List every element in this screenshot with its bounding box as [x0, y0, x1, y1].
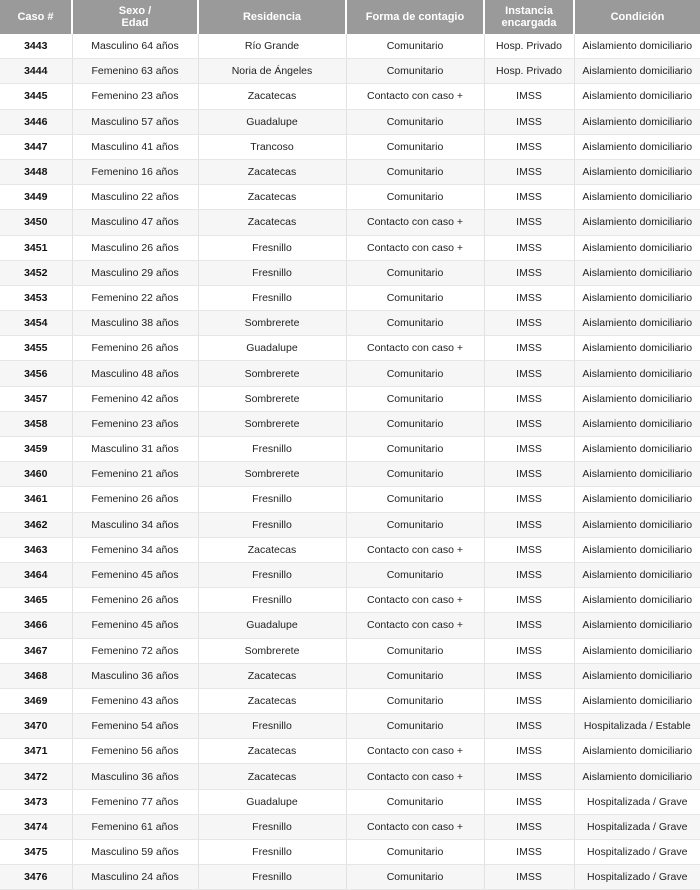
- cell-instancia: IMSS: [484, 210, 574, 235]
- table-row: [0, 109, 700, 134]
- cell-condicion: Hospitalizada / Grave: [574, 814, 700, 839]
- cell-forma-contagio: Comunitario: [346, 487, 484, 512]
- cell-instancia: IMSS: [484, 512, 574, 537]
- cell-residencia: Fresnillo: [198, 260, 346, 285]
- cell-condicion: Aislamiento domiciliario: [574, 512, 700, 537]
- cell-residencia: Zacatecas: [198, 764, 346, 789]
- cell-forma-contagio: Comunitario: [346, 512, 484, 537]
- table-row: [0, 714, 700, 739]
- cell-sexo-edad: Masculino 57 años: [72, 109, 198, 134]
- cell-residencia: Sombrerete: [198, 311, 346, 336]
- table-row: [0, 285, 700, 310]
- table-row: [0, 840, 700, 865]
- cell-condicion: Hospitalizado / Grave: [574, 865, 700, 890]
- cell-caso: 3456: [0, 361, 72, 386]
- cell-residencia: Fresnillo: [198, 285, 346, 310]
- cell-residencia: Sombrerete: [198, 638, 346, 663]
- cell-sexo-edad: Masculino 34 años: [72, 512, 198, 537]
- cell-caso: 3449: [0, 185, 72, 210]
- cell-residencia: Fresnillo: [198, 512, 346, 537]
- cell-instancia: IMSS: [484, 789, 574, 814]
- cell-condicion: Aislamiento domiciliario: [574, 462, 700, 487]
- table-row: [0, 588, 700, 613]
- cell-condicion: Hospitalizada / Grave: [574, 789, 700, 814]
- cell-forma-contagio: Contacto con caso +: [346, 537, 484, 562]
- cell-instancia: IMSS: [484, 537, 574, 562]
- header-edad-line: Edad: [121, 17, 149, 29]
- cell-condicion: Aislamiento domiciliario: [574, 159, 700, 184]
- cell-caso: 3447: [0, 134, 72, 159]
- cell-forma-contagio: Comunitario: [346, 109, 484, 134]
- table-row: [0, 411, 700, 436]
- cell-instancia: IMSS: [484, 437, 574, 462]
- table-row: [0, 865, 700, 890]
- cell-instancia: IMSS: [484, 638, 574, 663]
- cell-instancia: IMSS: [484, 109, 574, 134]
- table-row: [0, 814, 700, 839]
- cell-caso: 3452: [0, 260, 72, 285]
- cell-caso: 3451: [0, 235, 72, 260]
- cell-caso: 3464: [0, 562, 72, 587]
- cell-caso: 3466: [0, 613, 72, 638]
- cell-instancia: IMSS: [484, 260, 574, 285]
- cell-forma-contagio: Comunitario: [346, 562, 484, 587]
- cell-caso: 3476: [0, 865, 72, 890]
- cell-residencia: Noria de Ángeles: [198, 59, 346, 84]
- cell-residencia: Zacatecas: [198, 537, 346, 562]
- header-instancia-line: Instancia: [505, 5, 553, 17]
- cell-residencia: Fresnillo: [198, 588, 346, 613]
- header-row: [0, 0, 700, 34]
- header-condicion: Condición: [574, 0, 700, 34]
- cell-condicion: Aislamiento domiciliario: [574, 311, 700, 336]
- table-header: [0, 0, 700, 34]
- cell-instancia: Hosp. Privado: [484, 59, 574, 84]
- cell-condicion: Aislamiento domiciliario: [574, 411, 700, 436]
- cell-condicion: Aislamiento domiciliario: [574, 285, 700, 310]
- cell-residencia: Sombrerete: [198, 386, 346, 411]
- table-row: [0, 134, 700, 159]
- cell-instancia: IMSS: [484, 588, 574, 613]
- cell-instancia: IMSS: [484, 185, 574, 210]
- cell-caso: 3475: [0, 840, 72, 865]
- cell-residencia: Río Grande: [198, 34, 346, 59]
- cell-forma-contagio: Comunitario: [346, 311, 484, 336]
- cell-instancia: IMSS: [484, 688, 574, 713]
- cell-instancia: IMSS: [484, 613, 574, 638]
- cell-instancia: IMSS: [484, 386, 574, 411]
- cell-condicion: Aislamiento domiciliario: [574, 84, 700, 109]
- cell-forma-contagio: Comunitario: [346, 260, 484, 285]
- cell-residencia: Sombrerete: [198, 462, 346, 487]
- cell-residencia: Guadalupe: [198, 613, 346, 638]
- cell-caso: 3457: [0, 386, 72, 411]
- cell-caso: 3460: [0, 462, 72, 487]
- cell-sexo-edad: Femenino 77 años: [72, 789, 198, 814]
- cell-sexo-edad: Femenino 61 años: [72, 814, 198, 839]
- cell-residencia: Sombrerete: [198, 411, 346, 436]
- cell-condicion: Aislamiento domiciliario: [574, 613, 700, 638]
- table-row: [0, 537, 700, 562]
- cell-caso: 3446: [0, 109, 72, 134]
- cell-sexo-edad: Femenino 26 años: [72, 588, 198, 613]
- cell-forma-contagio: Comunitario: [346, 638, 484, 663]
- cell-residencia: Fresnillo: [198, 562, 346, 587]
- cell-condicion: Aislamiento domiciliario: [574, 588, 700, 613]
- cell-residencia: Fresnillo: [198, 235, 346, 260]
- cell-sexo-edad: Femenino 63 años: [72, 59, 198, 84]
- table-row: [0, 512, 700, 537]
- cell-instancia: IMSS: [484, 739, 574, 764]
- cell-sexo-edad: Femenino 42 años: [72, 386, 198, 411]
- table-row: [0, 84, 700, 109]
- cell-sexo-edad: Femenino 26 años: [72, 336, 198, 361]
- header-residencia: Residencia: [198, 0, 346, 34]
- cell-condicion: Aislamiento domiciliario: [574, 185, 700, 210]
- cell-forma-contagio: Contacto con caso +: [346, 210, 484, 235]
- cell-instancia: IMSS: [484, 285, 574, 310]
- table-row: [0, 487, 700, 512]
- cell-condicion: Aislamiento domiciliario: [574, 487, 700, 512]
- cell-forma-contagio: Contacto con caso +: [346, 235, 484, 260]
- header-caso: Caso #: [0, 0, 72, 34]
- cell-sexo-edad: Femenino 16 años: [72, 159, 198, 184]
- cell-caso: 3472: [0, 764, 72, 789]
- cell-sexo-edad: Masculino 48 años: [72, 361, 198, 386]
- cell-caso: 3470: [0, 714, 72, 739]
- cell-caso: 3458: [0, 411, 72, 436]
- table-row: [0, 789, 700, 814]
- table-row: [0, 638, 700, 663]
- cell-caso: 3455: [0, 336, 72, 361]
- table-row: [0, 361, 700, 386]
- cell-forma-contagio: Comunitario: [346, 134, 484, 159]
- cell-instancia: IMSS: [484, 487, 574, 512]
- cell-condicion: Aislamiento domiciliario: [574, 34, 700, 59]
- cell-condicion: Aislamiento domiciliario: [574, 739, 700, 764]
- cell-forma-contagio: Comunitario: [346, 789, 484, 814]
- cell-sexo-edad: Masculino 22 años: [72, 185, 198, 210]
- table-row: [0, 437, 700, 462]
- table-row: [0, 663, 700, 688]
- cell-caso: 3453: [0, 285, 72, 310]
- cell-forma-contagio: Comunitario: [346, 159, 484, 184]
- cell-sexo-edad: Femenino 21 años: [72, 462, 198, 487]
- cell-forma-contagio: Comunitario: [346, 185, 484, 210]
- cell-forma-contagio: Comunitario: [346, 865, 484, 890]
- cell-caso: 3459: [0, 437, 72, 462]
- cell-sexo-edad: Femenino 26 años: [72, 487, 198, 512]
- cell-residencia: Fresnillo: [198, 865, 346, 890]
- cell-residencia: Trancoso: [198, 134, 346, 159]
- cell-forma-contagio: Comunitario: [346, 688, 484, 713]
- cell-caso: 3473: [0, 789, 72, 814]
- table-row: [0, 235, 700, 260]
- table-row: [0, 764, 700, 789]
- cell-sexo-edad: Femenino 56 años: [72, 739, 198, 764]
- cell-instancia: IMSS: [484, 462, 574, 487]
- cell-instancia: IMSS: [484, 235, 574, 260]
- table-row: [0, 185, 700, 210]
- header-instancia: [484, 0, 574, 34]
- table-row: [0, 613, 700, 638]
- cell-caso: 3443: [0, 34, 72, 59]
- cell-condicion: Aislamiento domiciliario: [574, 386, 700, 411]
- cell-caso: 3462: [0, 512, 72, 537]
- cell-residencia: Fresnillo: [198, 840, 346, 865]
- cell-forma-contagio: Comunitario: [346, 59, 484, 84]
- table-row: [0, 34, 700, 59]
- cell-sexo-edad: Masculino 47 años: [72, 210, 198, 235]
- cell-condicion: Aislamiento domiciliario: [574, 210, 700, 235]
- cell-instancia: IMSS: [484, 764, 574, 789]
- table-row: [0, 336, 700, 361]
- cell-condicion: Aislamiento domiciliario: [574, 663, 700, 688]
- table-row: [0, 260, 700, 285]
- cell-residencia: Zacatecas: [198, 688, 346, 713]
- table-body: [0, 34, 700, 890]
- cell-condicion: Aislamiento domiciliario: [574, 235, 700, 260]
- cell-caso: 3461: [0, 487, 72, 512]
- cell-residencia: Fresnillo: [198, 437, 346, 462]
- cell-caso: 3445: [0, 84, 72, 109]
- cell-caso: 3463: [0, 537, 72, 562]
- cell-residencia: Fresnillo: [198, 714, 346, 739]
- cell-forma-contagio: Comunitario: [346, 285, 484, 310]
- cell-sexo-edad: Masculino 64 años: [72, 34, 198, 59]
- cell-forma-contagio: Comunitario: [346, 411, 484, 436]
- cell-residencia: Guadalupe: [198, 789, 346, 814]
- cell-instancia: Hosp. Privado: [484, 34, 574, 59]
- cell-condicion: Aislamiento domiciliario: [574, 638, 700, 663]
- cell-forma-contagio: Contacto con caso +: [346, 336, 484, 361]
- cell-condicion: Aislamiento domiciliario: [574, 437, 700, 462]
- cell-caso: 3471: [0, 739, 72, 764]
- table-row: [0, 311, 700, 336]
- header-sexo-line: Sexo /: [118, 5, 152, 17]
- cell-sexo-edad: Femenino 23 años: [72, 411, 198, 436]
- cell-instancia: IMSS: [484, 840, 574, 865]
- cell-instancia: IMSS: [484, 159, 574, 184]
- cell-sexo-edad: Femenino 45 años: [72, 613, 198, 638]
- cell-forma-contagio: Contacto con caso +: [346, 739, 484, 764]
- cell-caso: 3467: [0, 638, 72, 663]
- cell-condicion: Aislamiento domiciliario: [574, 260, 700, 285]
- cell-forma-contagio: Contacto con caso +: [346, 764, 484, 789]
- cell-forma-contagio: Comunitario: [346, 663, 484, 688]
- cell-sexo-edad: Masculino 31 años: [72, 437, 198, 462]
- cell-instancia: IMSS: [484, 865, 574, 890]
- cell-sexo-edad: Masculino 41 años: [72, 134, 198, 159]
- cell-forma-contagio: Comunitario: [346, 714, 484, 739]
- table-row: [0, 386, 700, 411]
- cell-sexo-edad: Femenino 22 años: [72, 285, 198, 310]
- cell-residencia: Fresnillo: [198, 814, 346, 839]
- cell-residencia: Zacatecas: [198, 210, 346, 235]
- cell-sexo-edad: Femenino 23 años: [72, 84, 198, 109]
- cell-condicion: Aislamiento domiciliario: [574, 764, 700, 789]
- table-row: [0, 739, 700, 764]
- cell-condicion: Hospitalizada / Estable: [574, 714, 700, 739]
- cell-caso: 3448: [0, 159, 72, 184]
- cell-residencia: Zacatecas: [198, 185, 346, 210]
- cell-sexo-edad: Masculino 29 años: [72, 260, 198, 285]
- cell-condicion: Aislamiento domiciliario: [574, 336, 700, 361]
- cell-caso: 3450: [0, 210, 72, 235]
- table-row: [0, 562, 700, 587]
- cell-residencia: Zacatecas: [198, 739, 346, 764]
- cell-forma-contagio: Contacto con caso +: [346, 613, 484, 638]
- cell-condicion: Aislamiento domiciliario: [574, 537, 700, 562]
- cell-instancia: IMSS: [484, 714, 574, 739]
- cell-sexo-edad: Femenino 43 años: [72, 688, 198, 713]
- cell-condicion: Hospitalizado / Grave: [574, 840, 700, 865]
- cell-instancia: IMSS: [484, 814, 574, 839]
- cell-instancia: IMSS: [484, 311, 574, 336]
- cell-forma-contagio: Comunitario: [346, 840, 484, 865]
- cell-sexo-edad: Masculino 24 años: [72, 865, 198, 890]
- table-row: [0, 59, 700, 84]
- cell-caso: 3454: [0, 311, 72, 336]
- cell-condicion: Aislamiento domiciliario: [574, 59, 700, 84]
- cell-forma-contagio: Contacto con caso +: [346, 84, 484, 109]
- cell-forma-contagio: Comunitario: [346, 34, 484, 59]
- table-row: [0, 688, 700, 713]
- cell-instancia: IMSS: [484, 84, 574, 109]
- cell-caso: 3465: [0, 588, 72, 613]
- cell-instancia: IMSS: [484, 663, 574, 688]
- cell-residencia: Guadalupe: [198, 109, 346, 134]
- table-row: [0, 210, 700, 235]
- cell-residencia: Fresnillo: [198, 487, 346, 512]
- cell-sexo-edad: Masculino 26 años: [72, 235, 198, 260]
- cell-forma-contagio: Comunitario: [346, 361, 484, 386]
- cell-condicion: Aislamiento domiciliario: [574, 361, 700, 386]
- header-forma-contagio: Forma de contagio: [346, 0, 484, 34]
- cell-instancia: IMSS: [484, 336, 574, 361]
- cell-residencia: Guadalupe: [198, 336, 346, 361]
- cell-condicion: Aislamiento domiciliario: [574, 562, 700, 587]
- cell-sexo-edad: Femenino 34 años: [72, 537, 198, 562]
- cell-sexo-edad: Masculino 36 años: [72, 663, 198, 688]
- cell-condicion: Aislamiento domiciliario: [574, 688, 700, 713]
- cell-condicion: Aislamiento domiciliario: [574, 134, 700, 159]
- cell-residencia: Sombrerete: [198, 361, 346, 386]
- cell-sexo-edad: Femenino 54 años: [72, 714, 198, 739]
- table-row: [0, 159, 700, 184]
- cell-caso: 3468: [0, 663, 72, 688]
- cell-caso: 3444: [0, 59, 72, 84]
- cell-forma-contagio: Comunitario: [346, 462, 484, 487]
- table-row: [0, 462, 700, 487]
- cell-caso: 3474: [0, 814, 72, 839]
- cell-sexo-edad: Femenino 72 años: [72, 638, 198, 663]
- cell-forma-contagio: Comunitario: [346, 386, 484, 411]
- cell-residencia: Zacatecas: [198, 663, 346, 688]
- cell-caso: 3469: [0, 688, 72, 713]
- cell-condicion: Aislamiento domiciliario: [574, 109, 700, 134]
- cell-forma-contagio: Contacto con caso +: [346, 814, 484, 839]
- header-sexo-edad: [72, 0, 198, 34]
- cell-forma-contagio: Contacto con caso +: [346, 588, 484, 613]
- header-encargada-line: encargada: [501, 17, 557, 29]
- cell-residencia: Zacatecas: [198, 159, 346, 184]
- cell-sexo-edad: Masculino 38 años: [72, 311, 198, 336]
- cell-forma-contagio: Comunitario: [346, 437, 484, 462]
- cell-instancia: IMSS: [484, 562, 574, 587]
- cell-residencia: Zacatecas: [198, 84, 346, 109]
- cell-sexo-edad: Masculino 59 años: [72, 840, 198, 865]
- cell-instancia: IMSS: [484, 361, 574, 386]
- cell-sexo-edad: Femenino 45 años: [72, 562, 198, 587]
- cell-sexo-edad: Masculino 36 años: [72, 764, 198, 789]
- cell-instancia: IMSS: [484, 411, 574, 436]
- cell-instancia: IMSS: [484, 134, 574, 159]
